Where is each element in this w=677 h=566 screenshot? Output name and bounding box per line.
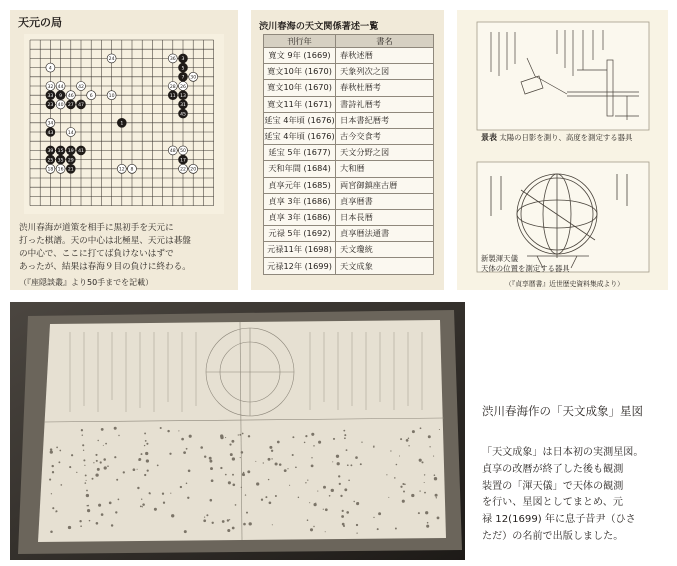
go-stone [168, 82, 177, 91]
go-stone [56, 146, 65, 155]
go-stone [66, 100, 75, 109]
stone-move-number: 29 [67, 158, 74, 164]
book-title: 大和暦 [336, 161, 434, 177]
works-table-panel [251, 10, 444, 290]
stone-move-number: 46 [67, 94, 74, 99]
stone-move-number: 25 [47, 158, 54, 164]
go-stone [179, 146, 188, 155]
stone-move-number: 45 [180, 112, 186, 118]
stone-move-number: 33 [47, 94, 54, 99]
table-row [264, 48, 434, 64]
book-title: 書詩礼暦考 [336, 96, 434, 112]
go-stone [46, 82, 55, 91]
go-stone [189, 164, 198, 173]
column-header-year: 刊行年 [264, 35, 336, 48]
book-title: 日本長暦 [336, 209, 434, 225]
table-row [264, 112, 434, 128]
stone-move-number: 40 [57, 103, 64, 109]
stone-move-number: 18 [47, 167, 54, 173]
go-panel-title: 天元の局 [18, 16, 62, 29]
book-title: 春秋述暦 [336, 48, 434, 64]
book-title: 天文分野之図 [336, 145, 434, 161]
star-chart-line: 「天文成象」は日本初の実測星図。 [482, 447, 644, 458]
publication-year: 天和年間 (1684) [264, 161, 336, 177]
book-title: 春秋杜暦考 [336, 80, 434, 96]
stone-move-number: 6 [89, 94, 93, 99]
stone-move-number: 36 [169, 57, 176, 63]
stone-move-number: 28 [169, 84, 176, 90]
stone-move-number: 8 [130, 167, 134, 173]
go-stone [46, 63, 55, 72]
go-stone [46, 146, 55, 155]
table-row [264, 128, 434, 144]
table-row [264, 242, 434, 258]
instrument-illustrations [457, 10, 668, 290]
star-chart-line: を行い、星図としてまとめ、元 [482, 497, 623, 509]
instrument-caption-2 [481, 254, 571, 274]
stone-move-number: 15 [57, 149, 64, 155]
publication-year: 貞享 3年 (1686) [264, 193, 336, 209]
go-stone [66, 146, 75, 155]
go-stone [168, 54, 177, 63]
go-caption-line: あったが、結果は春海９目の負けに終わる。 [19, 262, 191, 272]
go-stone [46, 128, 55, 137]
stone-move-number: 30 [190, 75, 197, 81]
stone-move-number: 11 [169, 94, 176, 99]
publication-year: 寛文10年 (1670) [264, 64, 336, 80]
stone-move-number: 48 [169, 149, 176, 155]
stone-move-number: 20 [190, 167, 197, 173]
instruments-panel [457, 10, 668, 290]
publication-year: 貞享 3年 (1686) [264, 209, 336, 225]
instrument-label-gnomon: 景表 [481, 133, 497, 142]
star-chart-title: 渋川春海作の「天文成象」星図 [482, 404, 643, 418]
stone-move-number: 26 [180, 84, 186, 90]
stone-move-number: 50 [180, 149, 186, 155]
publication-year: 延宝 5年 (1677) [264, 145, 336, 161]
go-stone [117, 118, 126, 127]
instrument-caption-1 [481, 132, 632, 143]
stone-move-number: 42 [78, 84, 84, 90]
go-stone [77, 100, 86, 109]
stone-move-number: 3 [181, 57, 185, 63]
publication-year: 貞享元年 (1685) [264, 177, 336, 193]
go-caption-line: の中心で、ここに打てば負けないはずで [19, 249, 174, 259]
go-stone [77, 146, 86, 155]
go-stone [179, 72, 188, 81]
stone-move-number: 39 [47, 149, 54, 155]
star-chart-image [10, 302, 465, 560]
publication-year: 元禄 5年 (1692) [264, 226, 336, 242]
go-stone [66, 164, 75, 173]
stone-move-number: 21 [67, 167, 74, 173]
go-caption [19, 222, 233, 274]
publication-year: 延宝 4年頃 (1676) [264, 128, 336, 144]
go-stone [179, 155, 188, 164]
stone-move-number: 43 [47, 130, 54, 136]
stone-move-number: 32 [47, 84, 54, 90]
table-row [264, 161, 434, 177]
stone-move-number: 41 [78, 149, 84, 155]
go-caption-line: 打った棋譜。天の中心は北極星、天元は碁盤 [19, 236, 191, 246]
go-stone [179, 164, 188, 173]
go-stone [46, 100, 55, 109]
stone-move-number: 12 [118, 167, 125, 173]
instrument-label-armillary: 新製渾天儀 [481, 254, 518, 263]
stone-move-number: 1 [120, 121, 124, 127]
go-stone [87, 91, 96, 100]
go-board-panel [10, 10, 238, 290]
stone-move-number: 34 [47, 121, 54, 127]
book-title: 古今交食考 [336, 128, 434, 144]
table-row [264, 209, 434, 225]
works-table-title: 渋川春海の天文関係著述一覧 [259, 21, 379, 32]
instrument-desc-gnomon: 太陽の日影を測り、高度を測定する器具 [499, 133, 633, 142]
go-stone [56, 164, 65, 173]
go-stone [117, 164, 126, 173]
go-stone [46, 91, 55, 100]
stone-move-number: 19 [67, 149, 74, 155]
go-caption-line: 渋川春海が道策を相手に黒初手を天元に [19, 223, 174, 233]
table-row [264, 96, 434, 112]
stone-move-number: 35 [57, 158, 64, 164]
publication-year: 延宝 4年頃 (1676) [264, 112, 336, 128]
go-stone [179, 91, 188, 100]
book-title: 天文瓊統 [336, 242, 434, 258]
table-header-row [264, 35, 434, 48]
go-stone [56, 155, 65, 164]
go-stone [179, 54, 188, 63]
star-chart-line: 貞享の改暦が終了した後も観測 [482, 463, 624, 475]
stone-move-number: 9 [59, 94, 63, 99]
table-row [264, 145, 434, 161]
go-stone [56, 82, 65, 91]
book-title: 両宮御鎮座古暦 [336, 177, 434, 193]
table-row [264, 80, 434, 96]
go-stone [56, 100, 65, 109]
publication-year: 元禄11年 (1698) [264, 242, 336, 258]
star-chart-photo [10, 302, 465, 560]
star-chart-line: 装置の「渾天儀」で天体の観測 [482, 480, 624, 492]
go-stone [46, 164, 55, 173]
go-stone [107, 91, 116, 100]
go-stone [77, 82, 86, 91]
go-stone [168, 91, 177, 100]
go-stone [46, 118, 55, 127]
column-header-title: 書名 [336, 35, 434, 48]
table-row [264, 226, 434, 242]
go-stone [46, 155, 55, 164]
stone-move-number: 23 [47, 103, 54, 109]
star-chart-description [482, 445, 672, 546]
go-stone [179, 100, 188, 109]
book-title: 天文成象 [336, 258, 434, 274]
go-board [24, 34, 224, 214]
publication-year: 寛文 9年 (1669) [264, 48, 336, 64]
instrument-source-note: （『貞享暦書』近世歴史資料集成より） [505, 280, 624, 288]
stone-move-number: 17 [180, 158, 186, 164]
stone-move-number: 4 [48, 66, 52, 72]
stone-move-number: 44 [57, 84, 64, 90]
go-stone [189, 72, 198, 81]
book-title: 日本書紀暦考 [336, 112, 434, 128]
go-stone [128, 164, 137, 173]
stone-move-number: 10 [108, 94, 115, 99]
go-stone [179, 63, 188, 72]
stone-move-number: 5 [181, 66, 185, 72]
instrument-desc-armillary: 天体の位置を測定する器具 [481, 264, 570, 273]
go-stone [179, 109, 188, 118]
go-stone [56, 91, 65, 100]
go-stone [168, 146, 177, 155]
stone-move-number: 13 [180, 94, 186, 99]
table-row [264, 193, 434, 209]
table-row [264, 177, 434, 193]
stone-move-number: 22 [180, 167, 186, 173]
stone-move-number: 16 [57, 167, 64, 173]
star-chart-line: ただ）の名前で出版しました。 [482, 530, 624, 542]
go-stone [179, 82, 188, 91]
go-source-note: （『座隠談叢』より50手までを記載） [19, 278, 154, 287]
publication-year: 寛文10年 (1670) [264, 80, 336, 96]
book-title: 貞享暦書 [336, 193, 434, 209]
publication-year: 寛文11年 (1671) [264, 96, 336, 112]
stone-move-number: 7 [181, 75, 185, 81]
stone-move-number: 24 [108, 57, 115, 63]
go-stone [66, 91, 75, 100]
star-chart-line: 禄 12(1699) 年に息子昔尹（ひさ [482, 514, 636, 526]
go-stone [66, 155, 75, 164]
stone-move-number: 47 [78, 103, 84, 109]
go-stone [66, 128, 75, 137]
works-table [263, 34, 434, 275]
stone-move-number: 31 [180, 103, 186, 109]
book-title: 天象列次之図 [336, 64, 434, 80]
book-title: 貞享暦法通書 [336, 226, 434, 242]
stone-move-number: 27 [67, 103, 74, 109]
go-stone [107, 54, 116, 63]
stone-move-number: 14 [67, 130, 74, 136]
table-row [264, 64, 434, 80]
publication-year: 元禄12年 (1699) [264, 258, 336, 274]
table-row [264, 258, 434, 274]
